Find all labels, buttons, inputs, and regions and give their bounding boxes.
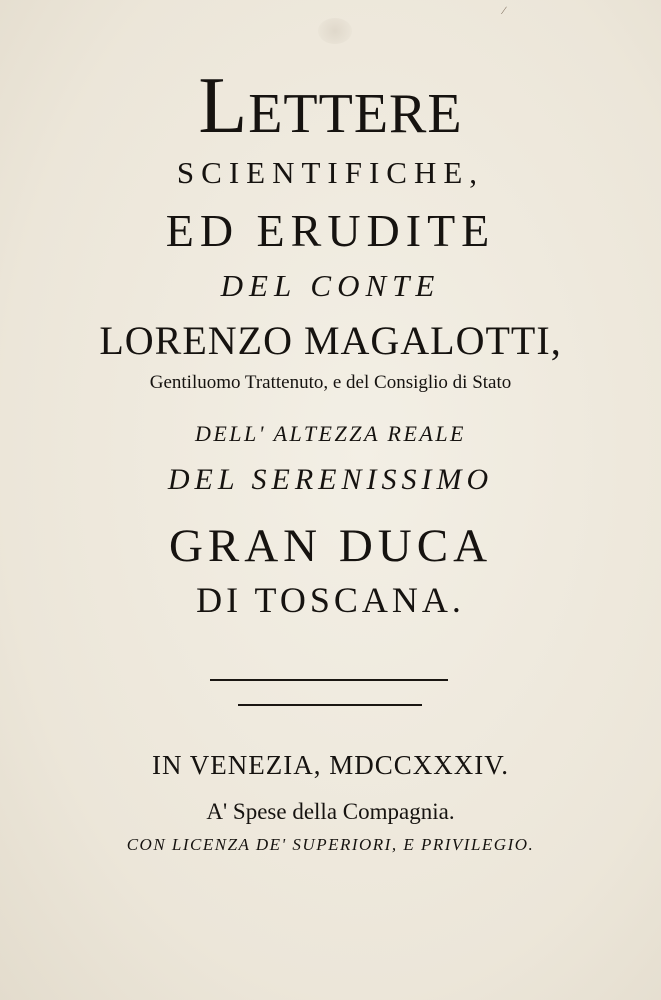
book-title: Lettere [198, 62, 463, 150]
subtitle-erudite: ED ERUDITE [165, 205, 496, 256]
license-line: CON LICENZA DE' SUPERIORI, E PRIVILEGIO. [126, 835, 535, 854]
altezza-reale: DELL' ALTEZZA REALE [194, 421, 466, 446]
publisher: A' Spese della Compagnia. [206, 799, 455, 824]
subtitle-scientifiche: SCIENTIFICHE, [176, 155, 485, 190]
rule-upper [210, 679, 448, 681]
serenissimo: DEL SERENISSIMO [167, 463, 494, 496]
gran-duca: GRAN DUCA [168, 520, 493, 572]
paper-stain [318, 18, 352, 44]
di-toscana: DI TOSCANA. [196, 580, 465, 620]
imprint-place-date: IN VENEZIA, MDCCXXXIV. [152, 750, 509, 780]
rule-lower [238, 704, 422, 706]
author-title: Gentiluomo Trattenuto, e del Consiglio di Stato [149, 372, 512, 393]
pencil-mark: ∕ [503, 5, 505, 17]
author-name: LORENZO MAGALOTTI, [99, 318, 562, 363]
del-conte: DEL CONTE [220, 268, 441, 303]
